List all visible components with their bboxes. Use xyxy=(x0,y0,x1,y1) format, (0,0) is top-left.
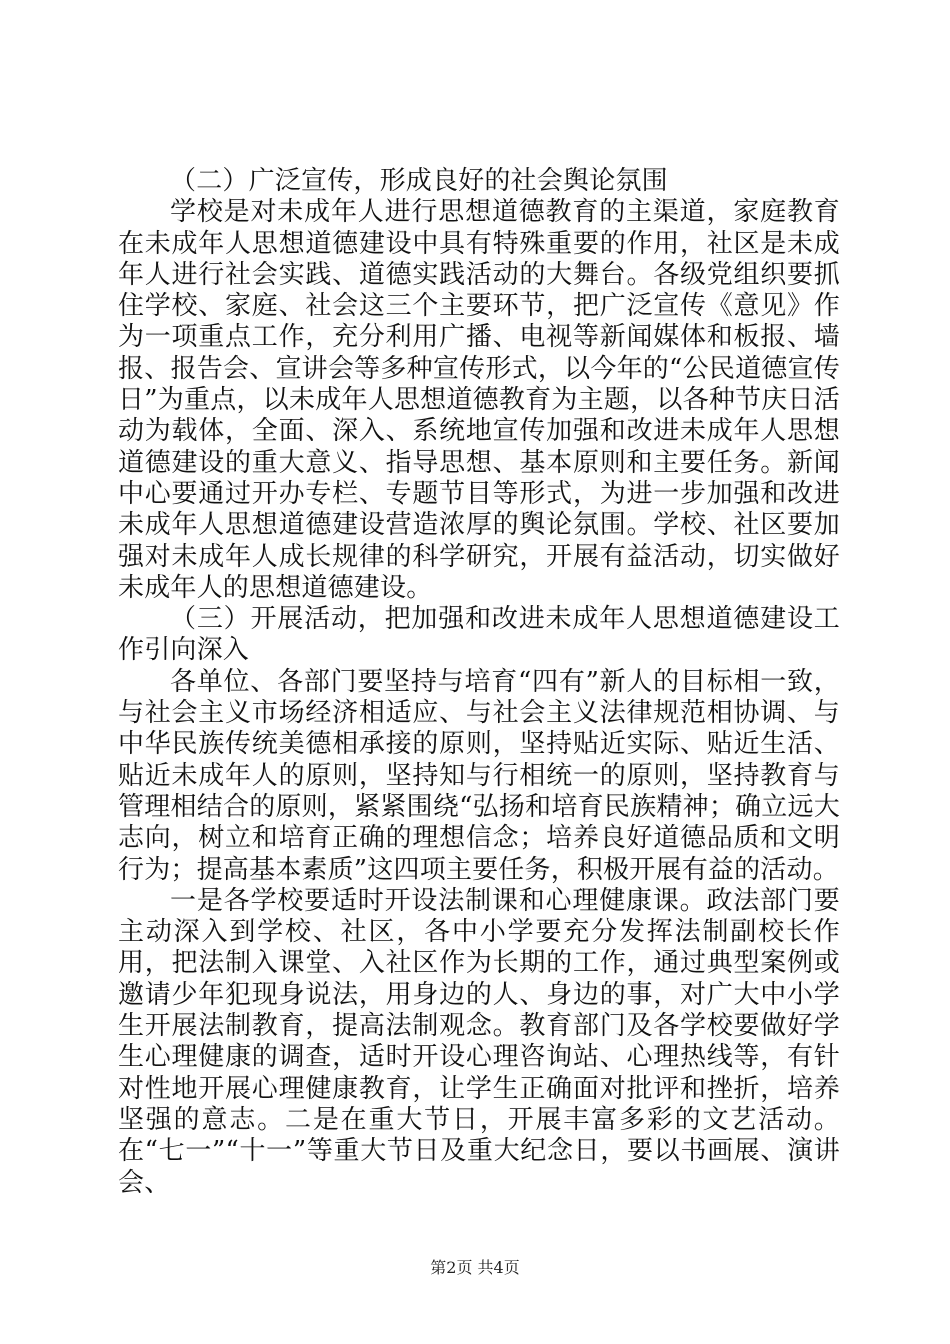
paragraph-activities: 一是各学校要适时开设法制课和心理健康课。政法部门要主动深入到学校、社区，各中小学要充分发挥法制副校长作用，把法制入课堂、入社区作为长期的工作，通过典型案例或邀请少年犯现身说法，用身边的人、身边的事，对广大中小学生开展法制教育，提高法制观念。教育部门及各学校要做好学生心理健康的调查，适时开设心理咨询站、心理热线等，有针对性地开展心理健康教育，让学生正确面对批评和挫折，培养坚强的意志。二是在重大节日，开展丰富多彩的文艺活动。在“七一”“十一”等重大节日及重大纪念日，要以书画展、演讲会、 xyxy=(118,885,840,1198)
paragraph-principles: 各单位、各部门要坚持与培育“四有”新人的目标相一致，与社会主义市场经济相适应、与社会主义法律规范相协调、与中华民族传统美德相承接的原则，坚持贴近实际、贴近生活、贴近未成年人的原则，坚持知与行相统一的原则，坚持教育与管理相结合的原则，紧紧围绕“弘扬和培育民族精神；确立远大志向，树立和培育正确的理想信念；培养良好道德品质和文明行为；提高基本素质”这四项主要任务，积极开展有益的活动。 xyxy=(118,666,840,885)
page-footer: 第2页 共4页 xyxy=(430,1258,520,1277)
document-body xyxy=(118,166,840,1199)
section-heading-2: （二）广泛宣传，形成良好的社会舆论氛围 xyxy=(170,166,668,196)
section-heading-3: （三）开展活动，把加强和改进未成年人思想道德建设工作引向深入 xyxy=(118,604,840,666)
paragraph-publicity: 学校是对未成年人进行思想道德教育的主渠道，家庭教育在未成年人思想道德建设中具有特殊重要的作用，社区是未成年人进行社会实践、道德实践活动的大舞台。各级党组织要抓住学校、家庭、社会这三个主要环节，把广泛宣传《意见》作为一项重点工作，充分利用广播、电视等新闻媒体和板报、墙报、报告会、宣讲会等多种宣传形式，以今年的“公民道德宣传日”为重点，以未成年人思想道德教育为主题，以各种节庆日活动为载体，全面、深入、系统地宣传加强和改进未成年人思想道德建设的重大意义、指导思想、基本原则和主要任务。新闻中心要通过开办专栏、专题节目等形式，为进一步加强和改进未成年人思想道德建设营造浓厚的舆论氛围。学校、社区要加强对未成年人成长规律的科学研究，开展有益活动，切实做好未成年人的思想道德建设。 xyxy=(118,197,840,603)
